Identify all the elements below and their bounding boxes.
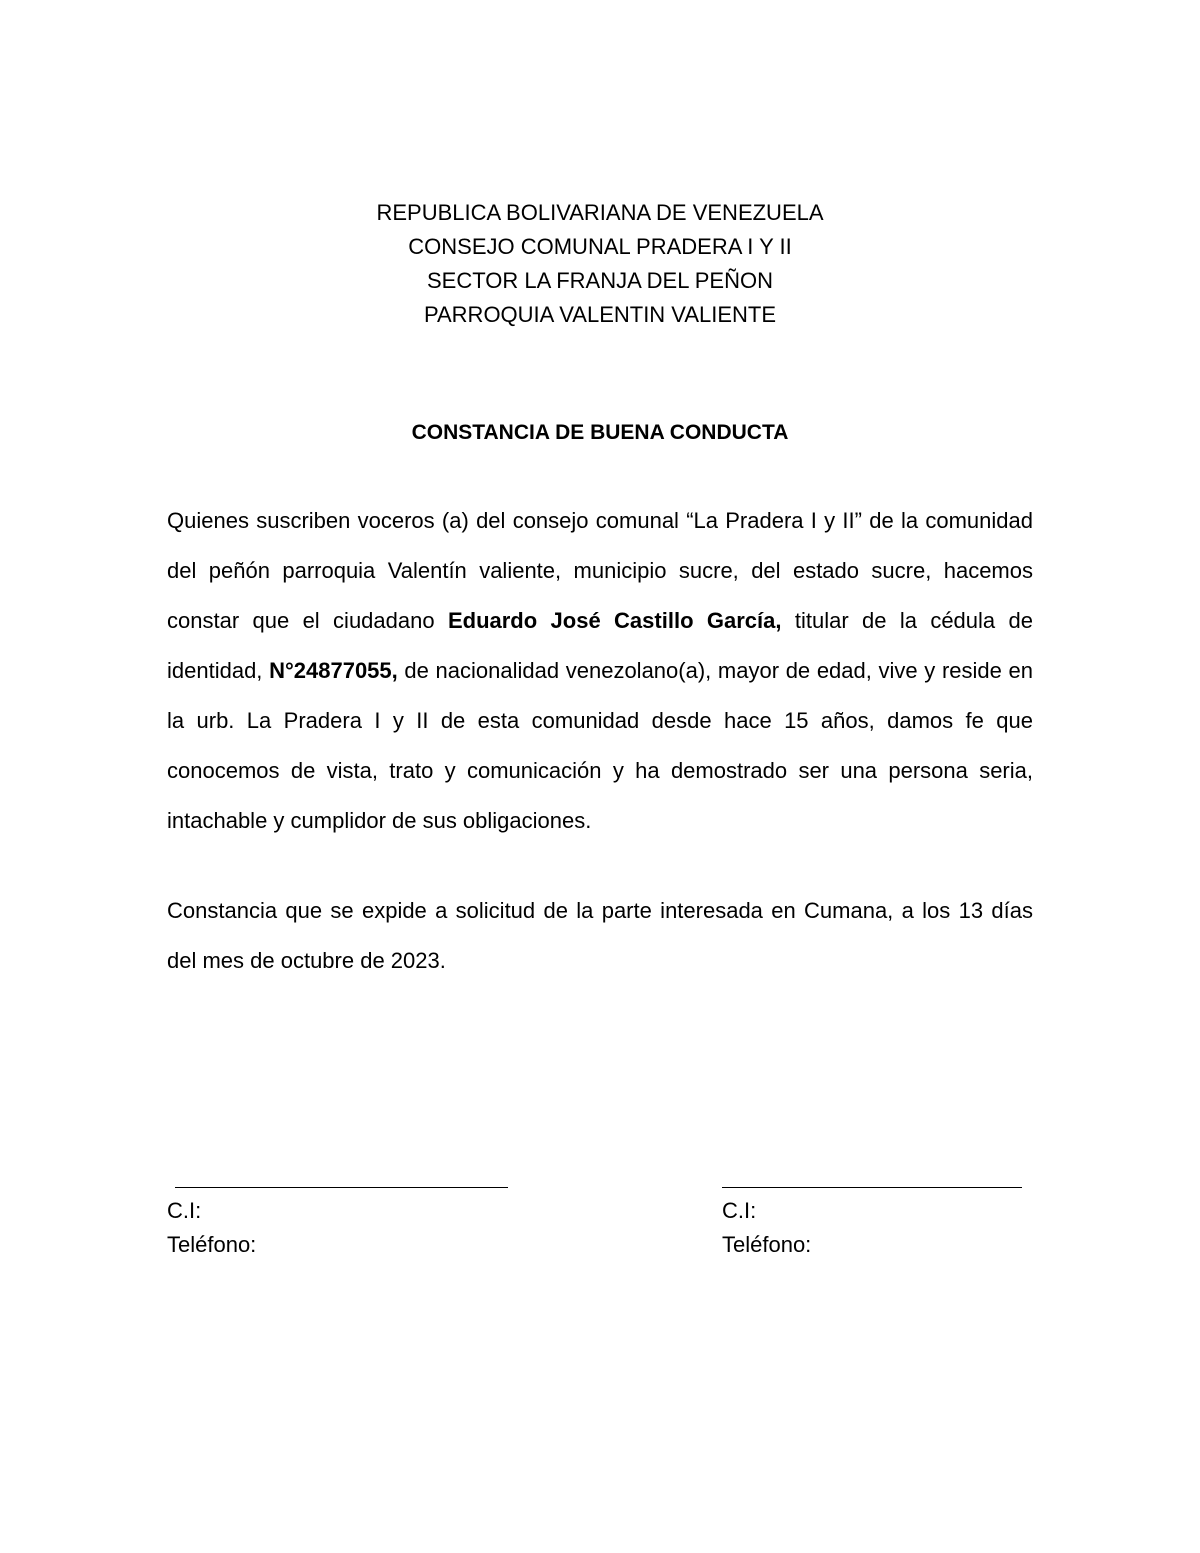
signature-line [722,1187,1022,1188]
ci-label: C.I: [167,1198,202,1223]
header-country: REPUBLICA BOLIVARIANA DE VENEZUELA [376,200,824,225]
signature-block-left [167,1187,508,1262]
paragraph-text-3: de nacionalidad venezolano(a), mayor de edad, vive y reside en la urb. La Pradera I y II de esta comunidad desde hace 15 años, damos fe que conocemos de vista, trato y comunicación y ha demostrado ser una persona seria, intachable y cumplidor de sus obligaciones. [167,658,1033,833]
phone-label: Teléfono: [722,1232,812,1257]
paragraph-text-2: titular de la cédula de identidad, [167,608,1033,683]
paragraph-text-1: Quienes suscriben voceros (a) del consejo comunal “La Pradera I y II” de la comunidad del peñón parroquia Valentín valiente, municipio sucre, del estado sucre, hacemos constar que el ciudadano [167,508,1033,633]
closing-paragraph: Constancia que se expide a solicitud de la parte interesada en Cumana, a los 13 días del mes de octubre de 2023. [167,898,1033,973]
document-title: CONSTANCIA DE BUENA CONDUCTA [411,421,789,444]
certification-paragraph [167,496,1033,846]
signature-block-right [722,1187,1022,1262]
ci-label: C.I: [722,1198,757,1223]
citizen-name: Eduardo José Castillo García, [447,608,782,633]
header-parish: PARROQUIA VALENTIN VALIENTE [423,302,777,327]
header-council: CONSEJO COMUNAL PRADERA I Y II [408,234,792,259]
signature-line [175,1187,508,1188]
phone-label: Teléfono: [167,1232,257,1257]
document-body [167,496,1033,986]
document-header [0,196,1200,332]
header-sector: SECTOR LA FRANJA DEL PEÑON [427,268,773,293]
id-number: N°24877055, [269,658,398,683]
